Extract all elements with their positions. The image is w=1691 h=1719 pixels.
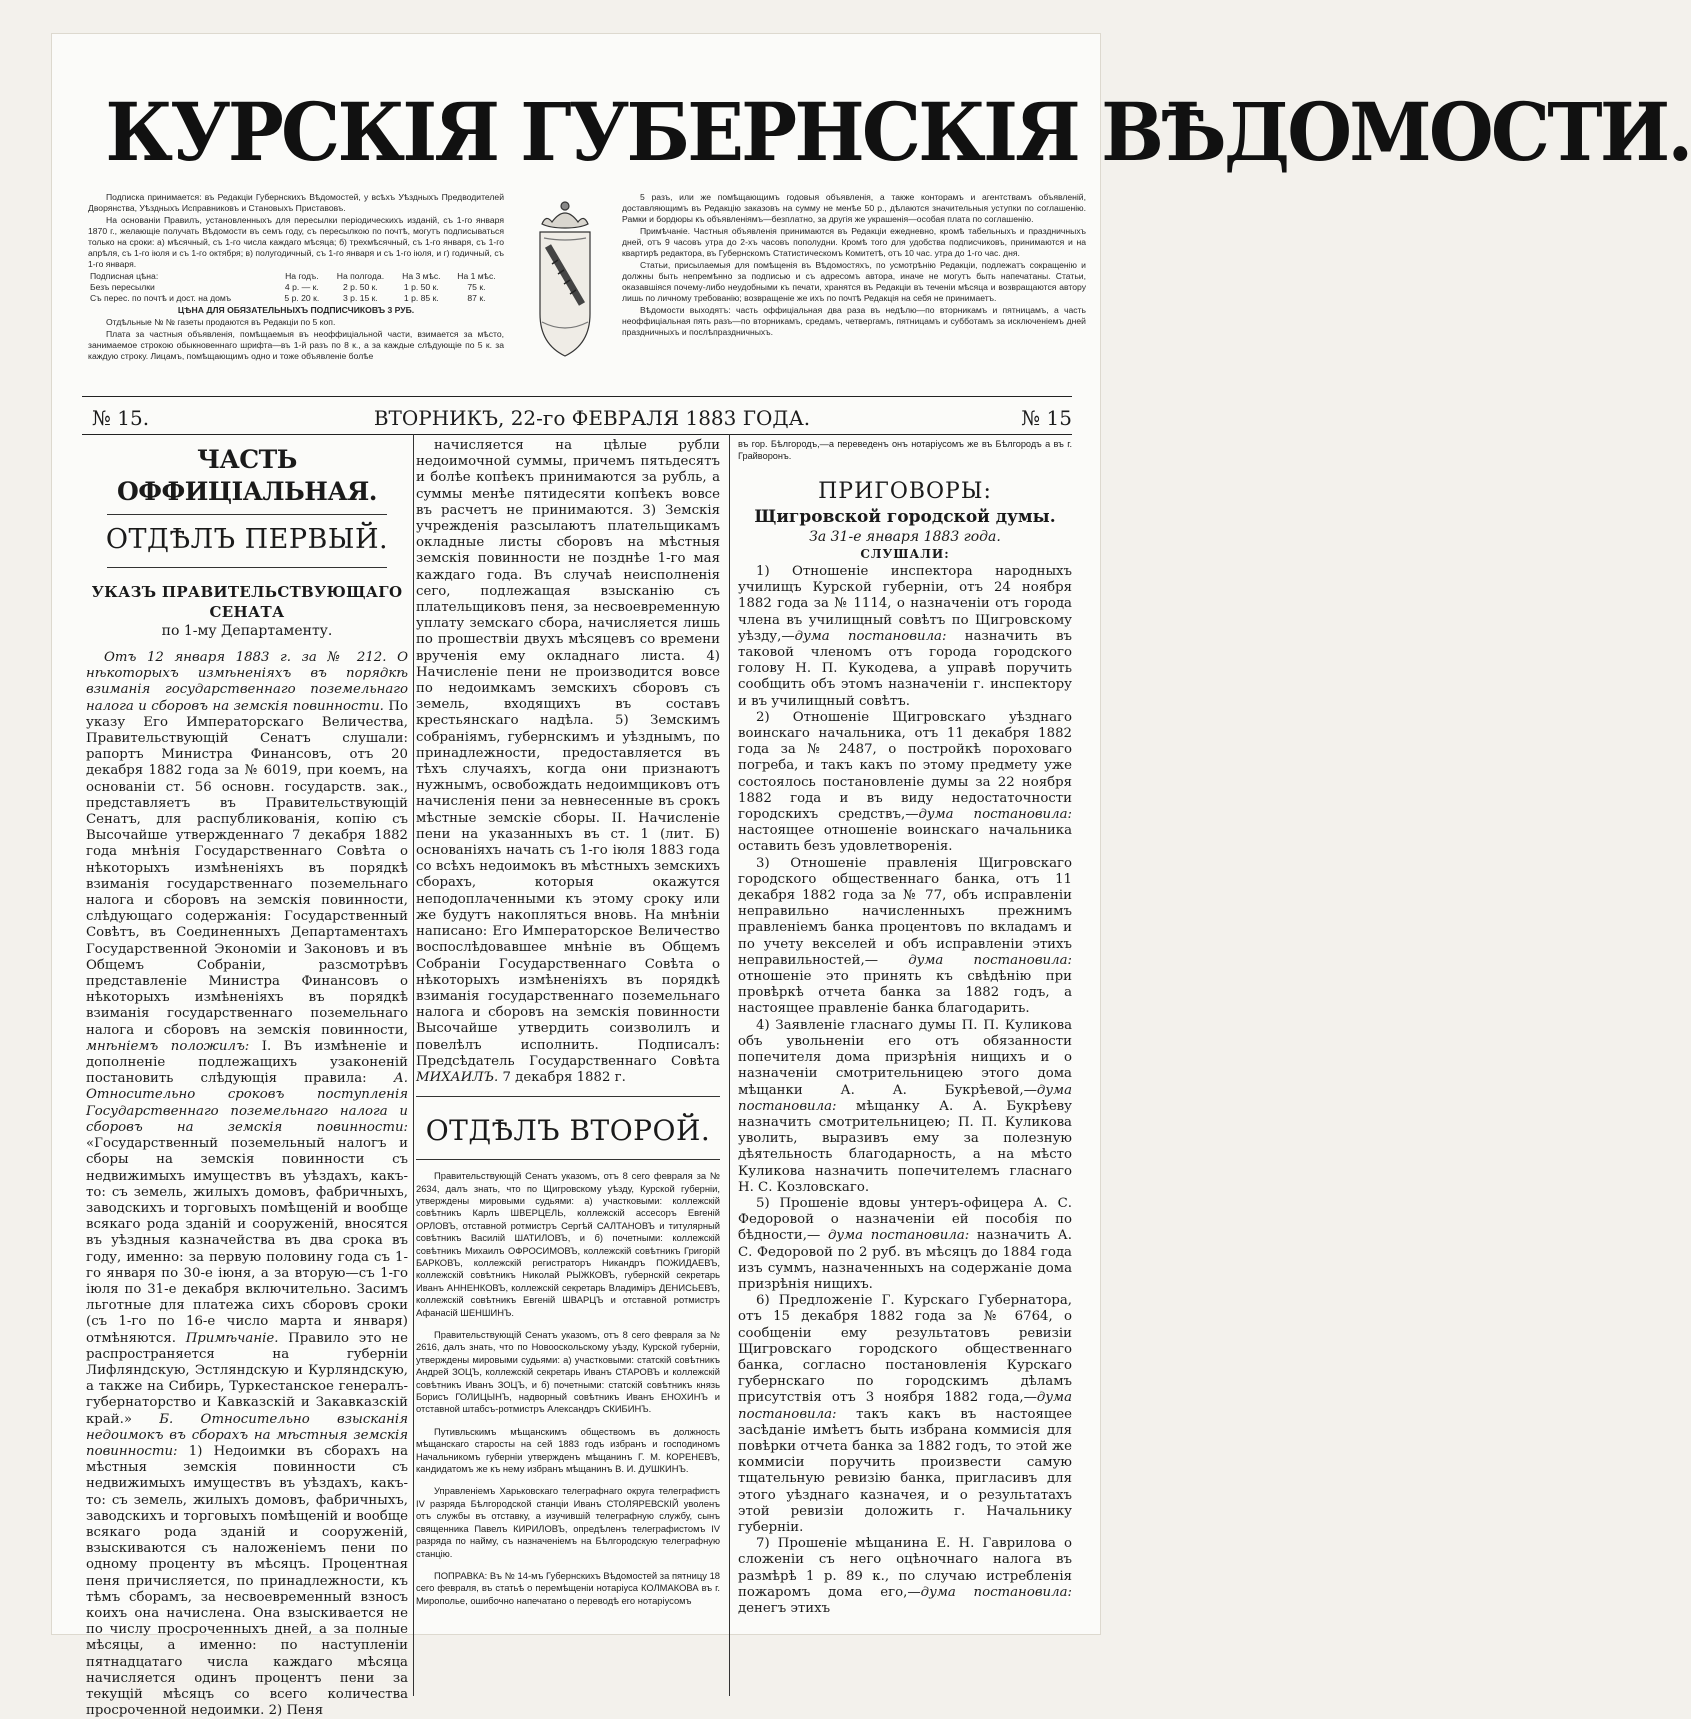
department-title: ОТДѢЛЪ ПЕРВЫЙ.: [105, 524, 389, 555]
verdict-decision: —дума постановила:: [905, 807, 1072, 823]
verdict-text: 1) Отношеніе инспектора народныхъ училищъ Курской губерніи, отъ 24 ноября 1882 года за № 1114, о назначеніи отъ города члена въ училищный совѣтъ по Щигровскому уѣзду,: [738, 564, 1072, 644]
price-cell: На 3 мѣс.: [402, 271, 441, 281]
single-issue-price: Отдѣльные № № газеты продаются въ Редакціи по 5 коп.: [106, 317, 336, 327]
price-cell: 4 р. — к.: [284, 282, 319, 292]
section-rule: [416, 1096, 720, 1097]
verdict-text: 7) Прошеніе мѣщанина Е. Н. Гаврилова о сложеніи съ него оцѣночнаго налога въ размѣрѣ 1 р. 89 к., по случаю истребленія пожаромъ дома его,: [738, 1536, 1072, 1600]
department-rule: [107, 567, 387, 568]
decree-body: Правило это не распространяется на губерніи Лифляндскую, Эстляндскую и Курляндскую, а также на Сибирь, Туркестанское генералъ-губернаторство и Кавказскій и Закавказскій край.»: [86, 1330, 408, 1427]
verdict-text: настоящее отношеніе воинскаго начальника оставить безъ удовлетворенія.: [738, 823, 1072, 855]
price-cell: На 1 мѣс.: [457, 271, 496, 281]
price-cell: 1 р. 85 к.: [403, 293, 439, 303]
column-2: [416, 438, 720, 1617]
verdict-text: денегъ этихъ: [738, 1601, 831, 1616]
coat-of-arms-icon: [522, 194, 608, 370]
issue-line: [92, 404, 1072, 432]
department-rule: [416, 1159, 720, 1160]
decree-text: [86, 650, 408, 1719]
decree-intro: Отъ 12 января 1883 г. за № 212. О нѣкоторыхъ измѣненіяхъ въ порядкѣ взиманія государственнаго поземельнаго налога и сборовъ на земскія повинности.: [86, 650, 408, 714]
verdict-item: [738, 1196, 1072, 1293]
verdicts-subtitle: Щигровской городской думы.: [754, 507, 1056, 527]
decree-subtitle: по 1-му Департаменту.: [161, 623, 333, 639]
verdict-item: [738, 710, 1072, 856]
decree-continued: [416, 438, 720, 1086]
verdict-text: 6) Предложеніе Г. Курскаго Губернатора, отъ 15 декабря 1882 года за № 6764, о сообщеніи ему результатовъ ревизіи Щигровскаго городского общественнаго банка, согласно постановленія Курскаго губернскаго по городскимъ дѣламъ присутствія отъ 3 ноября 1882 года,: [738, 1293, 1072, 1406]
verdict-item: [738, 856, 1072, 1018]
correction: ПОПРАВКА: Въ № 14-мъ Губернскихъ Вѣдомостей за пятницу 18 сего февраля, въ статьѣ о перемѣщеніи нотаріуса КОЛМАКОВА въ г. Мирополье, ошибочно напечатано о переводѣ его нотаріусомъ: [416, 1569, 720, 1606]
verdict-item: [738, 564, 1072, 710]
price-cell: 2 р. 50 к.: [343, 282, 378, 292]
verdict-text: 3) Отношеніе правленія Щигровскаго городского общественнаго банка, отъ 11 декабря 1882 года за № 77, объ исправленіи неправильно начисленныхъ прежнимъ правленіемъ банка процентовъ по вкладамъ и по учету векселей и объ исправленіи этихъ неправильностей,: [738, 855, 1072, 968]
table-row: [88, 282, 504, 293]
price-table: [88, 271, 504, 304]
price-cell: 1 р. 50 к.: [403, 282, 439, 292]
verdict-item: [738, 1293, 1072, 1536]
announcement: Правительствующій Сенатъ указомъ, отъ 8 сего февраля за № 2616, далъ знать, что по Новооскольскому уѣзду, Курской губерніи, утверждены мировыми судьями: а) участковыми: статскій совѣтникъ Андрей ЗОЦЪ, коллежскій секретарь Иванъ СТАРОВЪ и коллежскій совѣтникъ Иванъ ЗОЦЪ, и б) почетными: статскій совѣтникъ князь Борисъ ГОЛИЦЫНЪ, надворный совѣтникъ Иванъ ЕНОХИНЪ и отставной штабсъ-ротмистръ Александръ СКИБИНЪ.: [416, 1329, 720, 1415]
verdict-text: отношеніе это принять къ свѣдѣнію при провѣркѣ отчета банка за 1882 годъ, а настоящее правленіе банка благодарить.: [738, 969, 1072, 1017]
issue-divider: [82, 434, 1072, 435]
decree-body: «Государственный поземельный налогъ и сборы на земскія повинности съ недвижимыхъ имуществъ въ уѣздахъ, какъ-то: съ земель, жилыхъ домовъ, фабричныхъ, заводскихъ и торговыхъ помѣщеній и вообще всякаго рода зданій и сооруженій, вносятся въ уѣздныя казначейства въ два срока въ году, именно: за первую половину года съ 1-го января по 30-е іюня, а за вторую—съ 1-го іюля по 31-е декабря включительно. Засимъ льготные для платежа сихъ сборовъ сроки (съ 1-го по 16-е число марта и января) отмѣняются.: [86, 1136, 408, 1346]
column-divider: [729, 434, 730, 1696]
subscription-text: Подписка принимается: въ Редакціи Губернскихъ Вѣдомостей, у всѣхъ Уѣздныхъ Предводителей Дворянства, Уѣздныхъ Исправниковъ и Становыхъ Приставовъ.: [88, 192, 504, 213]
verdict-text: 5) Прошеніе вдовы унтеръ-офицера А. С. Федоровой о назначеніи ей пособія по бѣдности,: [738, 1195, 1072, 1244]
decree-emphasis: мнѣніемъ положилъ:: [86, 1038, 250, 1054]
header-divider: [82, 396, 1072, 397]
decree-emphasis: А. Относительно сроковъ поступленія Государственнаго поземельнаго налога и сборовъ на земскія повинности:: [86, 1071, 408, 1135]
masthead-title: КУРСКІЯ ГУБЕРНСКІЯ ВѢДОМОСТИ.: [105, 85, 1691, 179]
price-cell: 75 к.: [467, 282, 486, 292]
section-rule: [107, 514, 387, 515]
verdict-item: [738, 1536, 1072, 1617]
price-cell: 5 р. 20 к.: [284, 293, 320, 303]
decree-emphasis: Примѣчаніе.: [185, 1330, 279, 1346]
table-row: [88, 293, 504, 304]
price-cell: Съ перес. по почтѣ и дост. на домъ: [90, 293, 232, 303]
announcement: Управленіемъ Харьковскаго телеграфнаго округа телеграфистъ IV разряда Бѣлгородской станціи Иванъ СТОЛЯРЕВСКІЙ уволенъ отъ службы въ отставку, а изучившій телеграфную службу, сынъ священника Павелъ КИРИЛОВЪ, опредѣленъ телеграфистомъ IV разряда по найму, съ назначеніемъ на Бѣлгородскую телеграфную станцію.: [416, 1485, 720, 1559]
verdict-text: мѣщанку А. А. Букрѣеву назначить смотрительницею; П. П. Куликова уволить, выразивъ ему за полезную дѣятельность благодарность, а на мѣсто Куликова назначить попечителемъ гласнаго Н. С. Козловскаго.: [738, 1098, 1072, 1195]
signature: МИХАИЛЪ.: [416, 1069, 499, 1085]
price-cell: Подписная цѣна:: [90, 271, 159, 281]
section-title: ЧАСТЬ ОФФИЦІАЛЬНАЯ.: [116, 445, 378, 506]
verdict-decision: —дума постановила:: [738, 1082, 1072, 1114]
price-cell: 87 к.: [467, 293, 486, 303]
price-cell: На годъ.: [285, 271, 319, 281]
correction-continued: въ гор. Бѣлгородъ,—а переведенъ онъ нотаріусомъ же въ Бѣлгородъ а въ г. Грайворонъ.: [738, 439, 1072, 461]
mandatory-price: ЦѢНА ДЛЯ ОБЯЗАТЕЛЬНЫХЪ ПОДПИСЧИКОВЪ 3 РУБ.: [177, 305, 415, 315]
publication-schedule: Вѣдомости выходятъ: часть оффиціальная два раза въ недѣлю—по вторникамъ и пятницамъ, а часть неоффиціальная пять разъ—по вторникамъ, средамъ, четвергамъ, пятницамъ и субботамъ за исключеніемъ дней праздничныхъ и послѣпраздничныхъ.: [622, 305, 1086, 337]
verdict-decision: —дума постановила:: [781, 628, 947, 644]
department-title: ОТДѢЛЪ ВТОРОЙ.: [425, 1114, 711, 1148]
verdict-decision: — дума постановила:: [806, 1228, 970, 1244]
announcement: Правительствующій Сенатъ указомъ, отъ 8 сего февраля за № 2634, далъ знать, что по Щигровскому уѣзду, Курской губерніи, утверждены мировыми судьями: а) участковыми: коллежскій совѣтникъ Карлъ ШВЕРЦЕЛЬ, коллежскій ассесоръ Евгеній ОРЛОВЪ, отставной ротмистръ Сергѣй САЛТАНОВЪ и титулярный совѣтникъ Василій ШАТИЛОВЪ, и б) почетными: коллежскій совѣтникъ Михаилъ ОФРОСИМОВЪ, коллежскій совѣтникъ Григорій БАРКОВЪ, коллежскій регистраторъ Никандръ ПОЖИДАЕВЪ, коллежскій совѣтникъ Николай РЫЖКОВЪ, губернскій секретарь Иванъ АННЕНКОВЪ, коллежскій секретарь Владиміръ ДЕНИСЬЕВЪ, коллежскій совѣтникъ Евгеній ШВАРЦЪ и отставной ротмистръ Афанасій ШЕНШИНЪ.: [416, 1170, 720, 1318]
price-cell: На полгода.: [336, 271, 385, 281]
column-1: [86, 438, 408, 1719]
issue-number-left: № 15.: [92, 406, 150, 430]
column-3: [738, 438, 1072, 1617]
verdict-decision: — дума постановила:: [864, 952, 1072, 968]
verdict-item: [738, 1018, 1072, 1196]
decree-title: УКАЗЪ ПРАВИТЕЛЬСТВУЮЩАГО СЕНАТА: [91, 583, 403, 621]
ads-price: Плата за частныя объявленія, помѣщаемыя въ неоффиціальной части, взимается за мѣсто, занимаемое строкою обыкновеннаго шрифта—въ 1-й разъ по 8 к., а за каждые слѣдующіе по 5 к. за каждую строку. Лицамъ, помѣщающимъ одно и тоже объявленіе болѣе: [88, 329, 504, 361]
table-row: [88, 271, 504, 282]
verdict-text: назначить А. С. Федоровой по 2 руб. въ мѣсяцъ до 1884 года изъ суммъ, назначенныхъ на содержаніе дома призрѣнія нищихъ.: [738, 1228, 1072, 1292]
verdict-text: назначить въ таковой членомъ отъ города городского голову Н. П. Кукодева, а управѣ поручить сообщить объ этомъ назначеніи г. инспектору и въ училищный совѣтъ.: [738, 628, 1072, 709]
decree-body: 1) Недоимки въ сборахъ на мѣстныя земскія повинности съ недвижимыхъ имуществъ въ уѣздахъ, какъ-то: съ земель, жилыхъ домовъ, фабричныхъ, заводскихъ и торговыхъ помѣщеній и вообще всякаго рода зданій и сооруженій, взыскиваются съ наложеніемъ пени по одному проценту въ мѣсяцъ. Процентная пеня причисляется, по принадлежности, къ тѣмъ сборамъ, за несвоевременный взносъ коихъ она начислена. Она взыскивается не по числу просроченныхъ дней, а за полные мѣсяцы, а именно: по наступленіи пятнадцатаго числа каждаго мѣсяца начисляется одинъ процентъ пени за текущій мѣсяцъ со всего количества просроченной недоимки. 2) Пеня: [86, 1443, 408, 1719]
newspaper-page: [52, 34, 1691, 1719]
decree-body: По указу Его Императорскаго Величества, Правительствующій Сенатъ слушали: рапортъ Министра Финансовъ, отъ 20 декабря 1882 года за № 6019, при коемъ, на основаніи ст. 56 основн. государств. зак., представляетъ въ Правительствующій Сенатъ, для распубликованія, копію съ Высочайше утвержденнаго 7 декабря 1882 года мнѣнія Государственнаго Совѣта о нѣкоторыхъ измѣненіяхъ въ порядкѣ взиманія государственнаго поземельнаго налога и сборовъ на земскія повинности, слѣдующаго содержанія: Государственный Совѣтъ, въ Соединенныхъ Департаментахъ Государственной Экономіи и Законовъ и въ Общемъ Собраніи, разсмотрѣвъ представленіе Министра Финансовъ о нѣкоторыхъ измѣненіяхъ въ порядкѣ взиманія государственнаго поземельнаго налога и сборовъ на земскія повинности,: [86, 698, 408, 1038]
price-cell: Безъ пересылки: [90, 282, 155, 292]
articles-note: Статьи, присылаемыя для помѣщенія въ Вѣдомостяхъ, по усмотрѣнію Редакціи, подлежатъ сокращенію и должны быть непремѣнно за подписью и съ адресомъ автора, иначе не могутъ быть напечатаны. Статьи, оказавшіяся почему-либо неудобными къ печати, хранятся въ Редакціи въ теченіи мѣсяца и возвращаются автору лишь по личному требованію; возвращеніе же ихъ по почтѣ Редакція на себя не принимаетъ.: [622, 260, 1086, 303]
verdict-decision: —дума постановила:: [907, 1584, 1072, 1600]
verdict-text: 2) Отношеніе Щигровскаго уѣзднаго воинскаго начальника, отъ 11 декабря 1882 года за № 2487, о постройкѣ пороховаго погреба, и такъ какъ по этому предмету уже состоялось постановленіе думы за 22 ноября 1882 года и въ виду недостаточности городскихъ средствъ,: [738, 709, 1072, 823]
price-cell: 3 р. 15 к.: [343, 293, 378, 303]
decree-emphasis: Б. Относительно взысканія недоимокъ въ сборахъ на мѣстныя земскія повинности:: [86, 1411, 408, 1459]
ads-info: [622, 192, 1086, 339]
column-divider: [413, 434, 414, 1696]
decree-body: начисляется на цѣлые рубли недоимочной суммы, причемъ пятьдесятъ и болѣе копѣекъ принимаются за рубль, а суммы менѣе пятидесяти копѣекъ вовсе въ расчетъ не принимаются. 3) Земскія учрежденія разсылаютъ плательщикамъ окладные листы сборовъ на мѣстныя земскія повинности не позднѣе 1-го мая каждаго года. Въ случаѣ неисполненія сего, подлежащая взысканію съ плательщиковъ пеня, за несвоевременную уплату земскаго сбора, начисляется лишь по прошествіи двухъ мѣсяцевъ со времени врученія ему окладнаго листа. 4) Начисленіе пени не производится вовсе по недоимкамъ земскихъ сборовъ съ земель, входящихъ въ составъ крестьянскаго надѣла. 5) Земскимъ собраніямъ, губернскимъ и уѣзднымъ, по принадлежности, предоставляется въ тѣхъ случаяхъ, когда они признаютъ нужнымъ, освобождать недоимщиковъ отъ начисленія пени за невнесенные въ срокъ мѣстные земскіе сборы. II. Начисленіе пени на указанныхъ въ ст. 1 (лит. Б) основаніяхъ начать съ 1-го іюля 1883 года со всѣхъ недоимокъ въ мѣстныхъ земскихъ сборахъ, которыя окажутся неподоплаченными къ этому сроку или же будутъ накопляться вновь. На мнѣніи написано: Его Императорское Величество воспослѣдовавшее мнѣніе въ Общемъ Собраніи Государственнаго Совѣта о нѣкоторыхъ измѣненіяхъ въ порядкѣ взиманія государственнаго поземельнаго налога и сборовъ на земскія повинности Высочайше утвердить соизволилъ и повелѣлъ исполнить. Подписалъ: Предсѣдатель Государственнаго Совѣта: [416, 438, 720, 1069]
ads-discounts: 5 разъ, или же помѣщающимъ годовыя объявленія, а также конторамъ и агентствамъ объявленій, доставляющимъ въ Редакцію заказовъ на сумму не менѣе 50 р., дѣлаются значительныя уступки по соглашенію. Рамки и бордюры къ объявленіямъ—безплатно, за другія же украшенія—особая плата по соглашенію.: [622, 192, 1086, 224]
verdict-text: такъ какъ въ настоящее засѣданіе имѣетъ быть избрана коммисія для повѣрки отчета банка за 1882 годъ, то этой же коммисіи поручить произвести самую тщательную ревизію банка, пригласивъ для этого уѣзднаго казначея, и о результатахъ этой ревизіи доложить г. Начальнику губерніи.: [738, 1406, 1072, 1535]
announcements: [416, 1170, 720, 1607]
ads-note: Примѣчаніе. Частныя объявленія принимаются въ Редакціи ежедневно, кромѣ табельныхъ и праздничныхъ дней, отъ 9 часовъ утра до 2-хъ часовъ пополудни. Кромѣ того для удобства подписчиковъ, принимаются и на квартирѣ редактора, въ Губернскомъ Статистическомъ Комитетѣ, отъ 10 час. утра до 1-го час. дня.: [622, 226, 1086, 258]
decree-body: I. Въ измѣненіе и дополненіе подлежащихъ узаконеній постановить слѣдующія правила:: [86, 1038, 408, 1087]
subscription-rules: На основаніи Правилъ, установленныхъ для пересылки періодическихъ изданій, съ 1-го января 1870 г., желающіе получать Вѣдомости въ семъ году, съ пересылкою по почтѣ, могутъ подписываться только на сроки: а) мѣсячный, съ 1-го числа каждаго мѣсяца; б) трехмѣсячный, съ 1-го января, съ 1-го апрѣля, съ 1-го іюля и съ 1-го октября; в) полугодичный, съ 1-го января и съ 1-го іюля, и г) годичный, съ 1-го января.: [88, 215, 504, 269]
issue-date: ВТОРНИКЪ, 22-го ФЕВРАЛЯ 1883 ГОДА.: [373, 406, 811, 430]
verdicts-title: ПРИГОВОРЫ:: [818, 479, 992, 504]
verdicts-date: За 31-е января 1883 года.: [809, 529, 1001, 545]
issue-number-right: № 15: [1021, 406, 1072, 430]
announcement: Путивльскимъ мѣщанскимъ обществомъ въ должность мѣщанскаго старосты на сей 1883 годъ избранъ и господиномъ Начальникомъ губерніи утвержденъ мѣщанинъ Г. М. КОРЕНЕВЪ, кандидатомъ же къ нему избранъ мѣщанинъ В. И. ДУШКИНЪ.: [416, 1425, 720, 1475]
signature-date: 7 декабря 1882 г.: [502, 1069, 626, 1085]
subscription-info: [88, 192, 504, 363]
verdict-decision: —дума постановила:: [738, 1390, 1072, 1422]
verdicts-heard: СЛУШАЛИ:: [860, 547, 950, 561]
verdict-text: 4) Заявленіе гласнаго думы П. П. Куликова объ увольненіи его отъ обязанности попечителя дома призрѣнія нищихъ и о назначеніи смотрительницею этого дома мѣщанки А. А. Букрѣевой,: [738, 1017, 1072, 1098]
